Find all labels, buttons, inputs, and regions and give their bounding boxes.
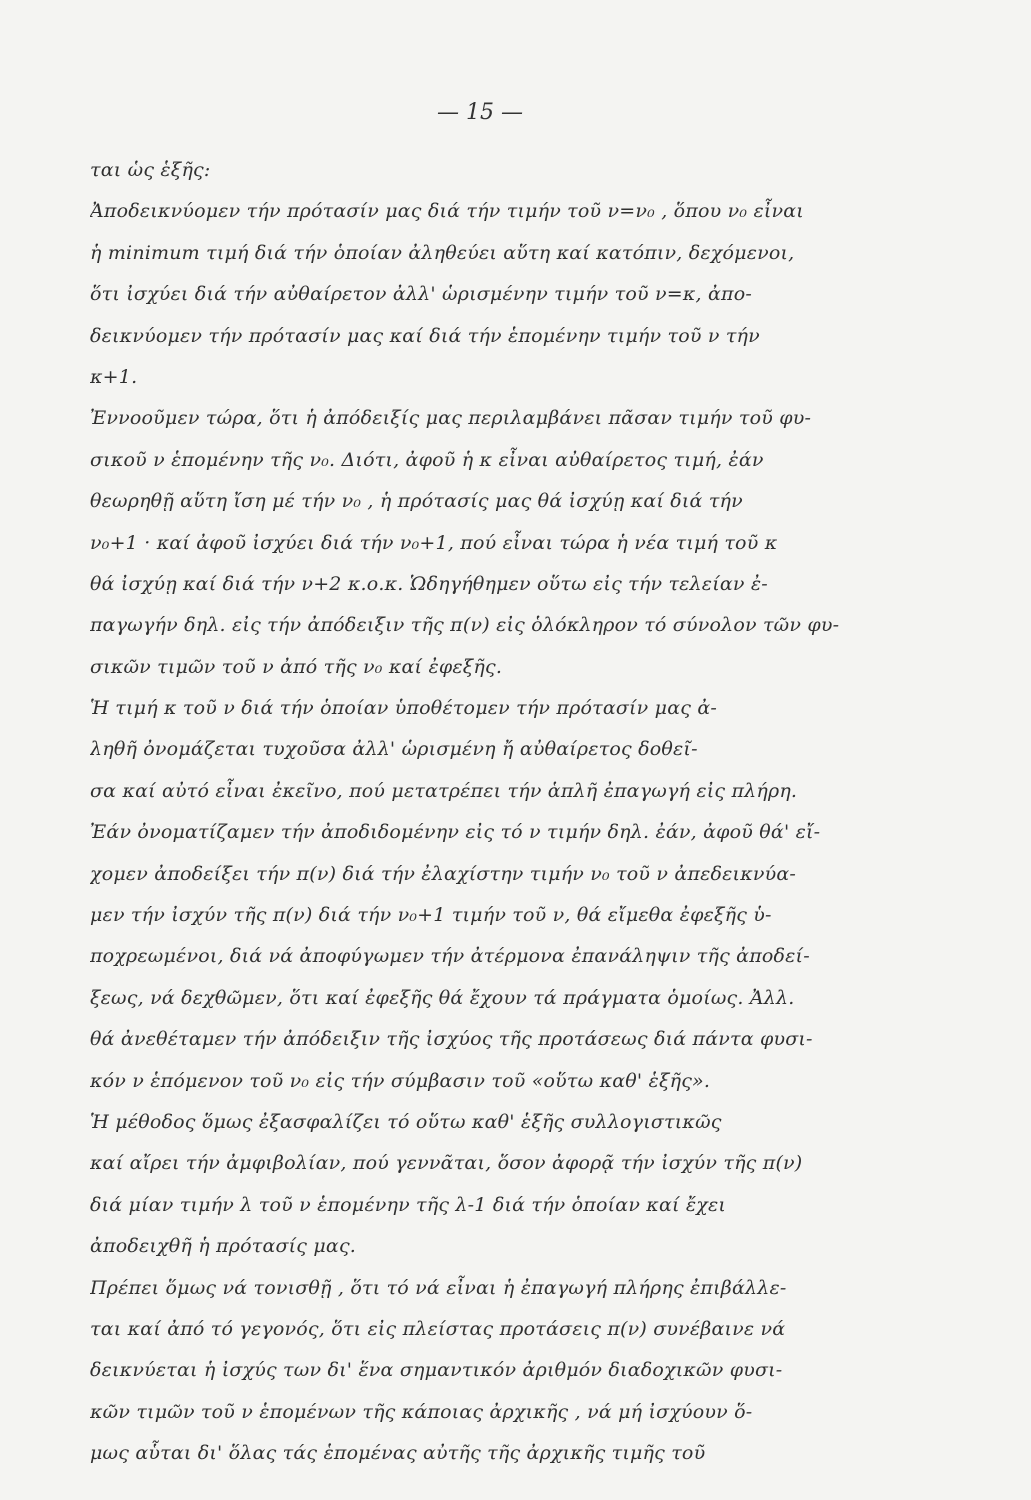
text-line: κῶν τιμῶν τοῦ ν ἑπομένων τῆς κάποιας ἀρχικῆς , νά μή ἰσχύουν ὅ- [90, 1400, 753, 1423]
text-line: διά μίαν τιμήν λ τοῦ ν ἑπομένην τῆς λ-1 διά τήν ὁποίαν καί ἔχει [90, 1193, 727, 1216]
text-line: δεικνύεται ἡ ἰσχύς των δι' ἕνα σημαντικόν ἀριθμόν διαδοχικῶν φυσι- [90, 1359, 783, 1382]
text-line: Ἐάν ὀνοματίζαμεν τήν ἀποδιδομένην εἰς τό ν τιμήν δηλ. ἐάν, ἀφοῦ θά' εἴ- [90, 821, 821, 844]
text-line: ν₀+1 · καί ἀφοῦ ἰσχύει διά τήν ν₀+1, πού εἶναι τώρα ἡ νέα τιμή τοῦ κ [90, 531, 778, 554]
text-line: Ἡ τιμή κ τοῦ ν διά τήν ὁποίαν ὑποθέτομεν τήν πρότασίν μας ἀ- [90, 697, 717, 720]
text-line: θά ἰσχύῃ καί διά τήν ν+2 κ.ο.κ. Ὡδηγήθημεν οὕτω εἰς τήν τελείαν ἐ- [90, 572, 768, 595]
text-line: κόν ν ἑπόμενον τοῦ ν₀ εἰς τήν σύμβασιν τοῦ «οὕτω καθ' ἑξῆς». [90, 1069, 711, 1092]
text-line: Ἀποδεικνύομεν τήν πρότασίν μας διά τήν τιμήν τοῦ ν=ν₀ , ὅπου ν₀ εἶναι [90, 200, 804, 223]
text-line: δεικνύομεν τήν πρότασίν μας καί διά τήν ἑπομένην τιμήν τοῦ ν τήν [90, 324, 760, 347]
text-line: σικοῦ ν ἑπομένην τῆς ν₀. Διότι, ἀφοῦ ἡ κ εἶναι αὐθαίρετος τιμή, ἐάν [90, 448, 764, 471]
text-line: ἡ minimum τιμή διά τήν ὁποίαν ἀληθεύει αὕτη καί κατόπιν, δεχόμενοι, [90, 241, 795, 264]
text-line: μως αὗται δι' ὅλας τάς ἑπομένας αὐτῆς τῆς ἀρχικῆς τιμῆς τοῦ [90, 1442, 706, 1465]
text-line: μεν τήν ἰσχύν τῆς π(ν) διά τήν ν₀+1 τιμήν τοῦ ν, θά εἴμεθα ἐφεξῆς ὑ- [90, 904, 772, 927]
text-line: ξεως, νά δεχθῶμεν, ὅτι καί ἐφεξῆς θά ἔχουν τά πράγματα ὁμοίως. Ἀλλ. [90, 986, 795, 1009]
text-line: Πρέπει ὅμως νά τονισθῇ , ὅτι τό νά εἶναι ἡ ἐπαγωγή πλήρης ἐπιβάλλε- [90, 1276, 787, 1299]
text-line: Ἡ μέθοδος ὅμως ἐξασφαλίζει τό οὕτω καθ' ἑξῆς συλλογιστικῶς [90, 1110, 722, 1133]
text-line: ται ὡς ἑξῆς: [90, 159, 211, 181]
text-line: χομεν ἀποδείξει τήν π(ν) διά τήν ἐλαχίστην τιμήν ν₀ τοῦ ν ἀπεδεικνύα- [90, 862, 797, 885]
text-line: σικῶν τιμῶν τοῦ ν ἀπό τῆς ν₀ καί ἐφεξῆς. [90, 655, 503, 678]
text-line: κ+1. [90, 365, 138, 388]
text-line: καί αἴρει τήν ἀμφιβολίαν, πού γεννᾶται, ὅσον ἀφορᾷ τήν ἰσχύν τῆς π(ν) [90, 1152, 803, 1175]
text-line: ποχρεωμένοι, διά νά ἀποφύγωμεν τήν ἀτέρμονα ἐπανάληψιν τῆς ἀποδεί- [90, 945, 810, 968]
text-line: ληθῆ ὀνομάζεται τυχοῦσα ἀλλ' ὡρισμένη ἤ αὐθαίρετος δοθεῖ- [90, 738, 698, 761]
text-line: παγωγήν δηλ. εἰς τήν ἀπόδειξιν τῆς π(ν) εἰς ὁλόκληρον τό σύνολον τῶν φυ- [90, 614, 840, 637]
text-line: θεωρηθῇ αὕτη ἴση μέ τήν ν₀ , ἡ πρότασίς μας θά ἰσχύῃ καί διά τήν [90, 490, 743, 513]
page-number: — 15 — [437, 100, 523, 125]
text-line: σα καί αὐτό εἶναι ἐκεῖνο, πού μετατρέπει τήν ἁπλῆ ἐπαγωγή εἰς πλήρη. [90, 779, 798, 802]
handwritten-text-block [90, 150, 920, 1475]
text-line: θά ἀνεθέταμεν τήν ἀπόδειξιν τῆς ἰσχύος τῆς προτάσεως διά πάντα φυσι- [90, 1028, 813, 1051]
text-line: ὅτι ἰσχύει διά τήν αὐθαίρετον ἀλλ' ὡρισμένην τιμήν τοῦ ν=κ, ἀπο- [90, 283, 752, 306]
text-line: Ἐννοοῦμεν τώρα, ὅτι ἡ ἀπόδειξίς μας περιλαμβάνει πᾶσαν τιμήν τοῦ φυ- [90, 407, 812, 430]
text-line: ἀποδειχθῆ ἡ πρότασίς μας. [90, 1235, 357, 1258]
text-line: ται καί ἀπό τό γεγονός, ὅτι εἰς πλείστας προτάσεις π(ν) συνέβαινε νά [90, 1317, 786, 1340]
